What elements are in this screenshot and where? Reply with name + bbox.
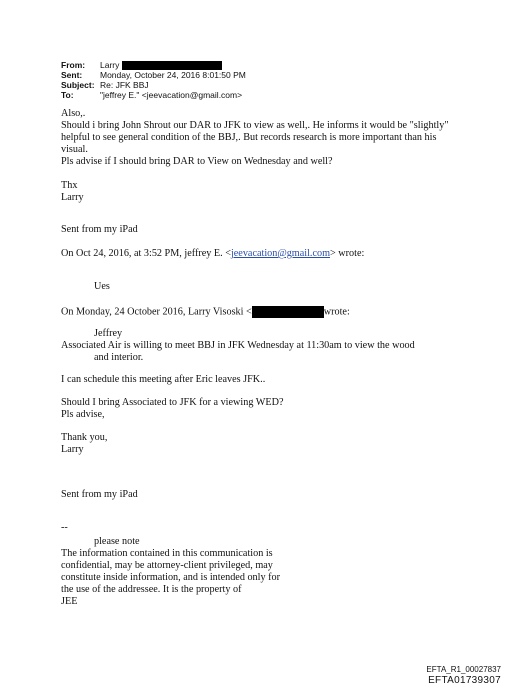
body-line: Should i bring John Shrout our DAR to JFK to view as well,. He informs it would be "slightly"	[61, 120, 449, 131]
body-line: Should I bring Associated to JFK for a viewing WED?	[61, 397, 284, 408]
disclaimer-line: confidential, may be attorney-client privileged, may	[61, 560, 273, 571]
disclaimer-line: the use of the addressee. It is the property of	[61, 584, 242, 595]
body-line: helpful to see general condition of the BBJ,. But records research is more important than his	[61, 132, 437, 143]
body-line: and interior.	[94, 352, 144, 363]
sender-name: Larry	[61, 192, 84, 203]
reply-text: Ues	[94, 281, 110, 292]
body-line: Pls advise if I should bring DAR to View on Wednesday and well?	[61, 156, 333, 167]
body-line: Associated Air is willing to meet BBJ in JFK Wednesday at 11:30am to view the wood	[61, 340, 415, 351]
signature-dashes: --	[61, 522, 68, 533]
redaction-box	[122, 61, 222, 70]
body-line: Also,.	[61, 108, 86, 119]
document-id: EFTA_R1_00027837	[426, 665, 501, 674]
thanks-text: Thx	[61, 180, 78, 191]
sent-from-text: Sent from my iPad	[61, 224, 138, 235]
subject-value: Re: JFK BBJ	[100, 80, 149, 90]
to-label: To:	[61, 90, 74, 100]
disclaimer-line: JEE	[61, 596, 78, 607]
redaction-box	[252, 306, 324, 318]
subject-label: Subject:	[61, 80, 95, 90]
thanks-text: Thank you,	[61, 432, 108, 443]
to-value: "jeffrey E." <jeevacation@gmail.com>	[100, 90, 243, 100]
body-line: I can schedule this meeting after Eric leaves JFK..	[61, 374, 266, 385]
quote-attribution: On Oct 24, 2016, at 3:52 PM, jeffrey E. <jeevacation@gmail.com> wrote:	[61, 248, 365, 259]
signature-note: please note	[94, 536, 140, 547]
disclaimer-line: The information contained in this communication is	[61, 548, 273, 559]
body-line: visual.	[61, 144, 88, 155]
email-link[interactable]: jeevacation@gmail.com	[230, 248, 331, 259]
sent-from-text: Sent from my iPad	[61, 489, 138, 500]
sent-value: Monday, October 24, 2016 8:01:50 PM	[100, 70, 246, 80]
from-value: Larry	[100, 60, 120, 70]
bates-number: EFTA01739307	[428, 675, 501, 686]
greeting-text: Jeffrey	[94, 328, 123, 339]
sender-name: Larry	[61, 444, 84, 455]
disclaimer-line: constitute inside information, and is intended only for	[61, 572, 280, 583]
from-label: From:	[61, 60, 86, 70]
quote-attribution: On Monday, 24 October 2016, Larry Visoski < wrote:	[61, 306, 350, 318]
body-line: Pls advise,	[61, 409, 105, 420]
sent-label: Sent:	[61, 70, 83, 80]
